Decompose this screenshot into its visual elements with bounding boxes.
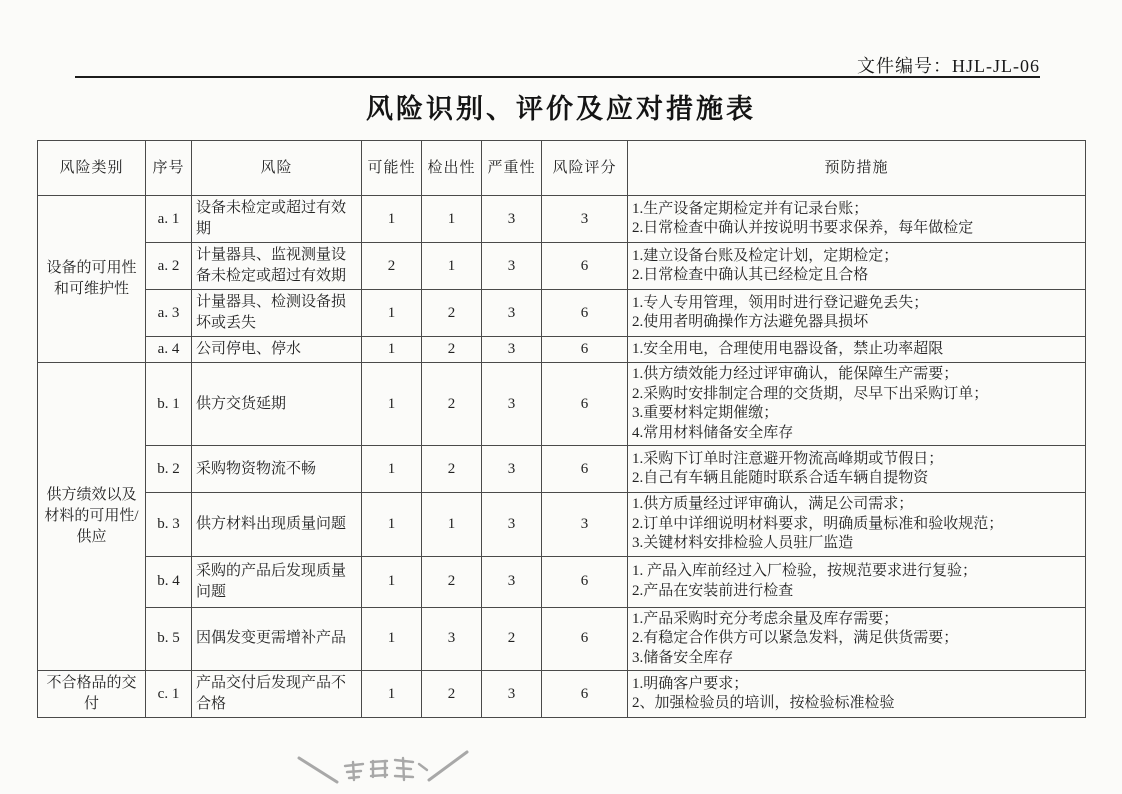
risk-table <box>37 140 1086 718</box>
severity-cell: 3 <box>482 446 542 493</box>
detectability-cell: 2 <box>422 363 482 446</box>
category-cell: 设备的可用性和可维护性 <box>38 196 146 363</box>
page-title: 风险识别、评价及应对措施表 <box>366 94 756 124</box>
row-id: c. 1 <box>146 671 192 718</box>
measures-cell <box>628 290 1086 337</box>
possibility-cell: 2 <box>362 243 422 290</box>
category-cell: 供方绩效以及材料的可用性/供应 <box>38 363 146 671</box>
score-cell: 6 <box>542 243 628 290</box>
severity-cell: 3 <box>482 337 542 363</box>
possibility-cell: 1 <box>362 290 422 337</box>
detectability-cell: 1 <box>422 196 482 243</box>
severity-cell: 3 <box>482 493 542 557</box>
row-id: a. 1 <box>146 196 192 243</box>
category-cell: 不合格品的交付 <box>38 671 146 718</box>
detectability-cell: 2 <box>422 446 482 493</box>
row-id: b. 3 <box>146 493 192 557</box>
risk-cell: 因偶发变更需增补产品 <box>192 607 362 671</box>
measure-line: 2.自己有车辆且能随时联系合适车辆自提物资 <box>632 470 929 486</box>
score-cell: 6 <box>542 446 628 493</box>
measure-line: 1.生产设备定期检定并有记录台账； <box>632 200 869 217</box>
severity-cell: 3 <box>482 290 542 337</box>
row-id: b. 4 <box>146 556 192 607</box>
measure-line: 2、加强检验员的培训，按检验标准检验 <box>632 695 895 711</box>
severity-cell: 2 <box>482 607 542 671</box>
table-row <box>38 671 1086 718</box>
measures-cell <box>628 363 1086 446</box>
risk-cell: 产品交付后发现产品不合格 <box>192 671 362 718</box>
score-cell: 6 <box>542 290 628 337</box>
measures-cell <box>628 493 1086 557</box>
risk-cell: 计量器具、检测设备损坏或丢失 <box>192 290 362 337</box>
score-cell: 3 <box>542 493 628 557</box>
table-row <box>38 363 1086 446</box>
measures-cell <box>628 607 1086 671</box>
measure-line: 2.有稳定合作供方可以紧急发料，满足供货需要； <box>632 630 959 646</box>
risk-cell: 供方材料出现质量问题 <box>192 493 362 557</box>
measure-line: 1.供方绩效能力经过评审确认，能保障生产需要； <box>632 366 959 382</box>
possibility-cell: 1 <box>362 556 422 607</box>
score-cell: 3 <box>542 196 628 243</box>
risk-cell: 公司停电、停水 <box>192 337 362 363</box>
doc-number: 文件编号：HJL-JL-06 <box>857 56 1040 76</box>
possibility-cell: 1 <box>362 196 422 243</box>
measure-line: 4.常用材料储备安全库存 <box>632 424 794 441</box>
measure-line: 2.使用者明确操作方法避免器具损坏 <box>632 314 869 330</box>
measure-line: 1.明确客户要求； <box>632 675 749 692</box>
detectability-cell: 3 <box>422 607 482 671</box>
measure-line: 1.建立设备台账及检定计划，定期检定； <box>632 247 899 264</box>
risk-cell: 计量器具、监视测量设备未检定或超过有效期 <box>192 243 362 290</box>
risk-cell: 采购的产品后发现质量问题 <box>192 556 362 607</box>
detectability-cell: 2 <box>422 290 482 337</box>
col-header-score: 风险评分 <box>542 141 628 196</box>
row-id: b. 2 <box>146 446 192 493</box>
stamp-fragment <box>293 744 473 792</box>
detectability-cell: 1 <box>422 243 482 290</box>
col-header-detectability: 检出性 <box>422 141 482 196</box>
score-cell: 6 <box>542 363 628 446</box>
col-header-category: 风险类别 <box>38 141 146 196</box>
measures-cell <box>628 243 1086 290</box>
risk-cell: 供方交货延期 <box>192 363 362 446</box>
col-header-risk: 风险 <box>192 141 362 196</box>
measure-line: 2.日常检查中确认并按说明书要求保养，每年做检定 <box>632 220 974 236</box>
measures-cell <box>628 337 1086 363</box>
measure-line: 2.订单中详细说明材料要求，明确质量标准和验收规范； <box>632 515 1004 532</box>
possibility-cell: 1 <box>362 337 422 363</box>
col-header-possibility: 可能性 <box>362 141 422 196</box>
measure-line: 3.重要材料定期催缴； <box>632 405 779 421</box>
measure-line: 3.储备安全库存 <box>632 649 734 666</box>
severity-cell: 3 <box>482 556 542 607</box>
col-header-measures: 预防措施 <box>628 141 1086 196</box>
measures-cell <box>628 671 1086 718</box>
table-row <box>38 196 1086 243</box>
table-row <box>38 493 1086 557</box>
row-id: a. 4 <box>146 337 192 363</box>
table-row <box>38 446 1086 493</box>
possibility-cell: 1 <box>362 671 422 718</box>
severity-cell: 3 <box>482 671 542 718</box>
measures-cell <box>628 196 1086 243</box>
severity-cell: 3 <box>482 196 542 243</box>
measure-line: 1.采购下订单时注意避开物流高峰期或节假日； <box>632 450 944 467</box>
possibility-cell: 1 <box>362 607 422 671</box>
possibility-cell: 1 <box>362 446 422 493</box>
score-cell: 6 <box>542 556 628 607</box>
row-id: b. 1 <box>146 363 192 446</box>
score-cell: 6 <box>542 671 628 718</box>
measure-line: 2.产品在安装前进行检查 <box>632 582 794 599</box>
table-row <box>38 243 1086 290</box>
measure-line: 2.采购时安排制定合理的交货期，尽早下出采购订单； <box>632 385 989 402</box>
detectability-cell: 1 <box>422 493 482 557</box>
table-row <box>38 337 1086 363</box>
measure-line: 1.产品采购时充分考虑余量及库存需要； <box>632 610 899 627</box>
measure-line: 1.专人专用管理，领用时进行登记避免丢失； <box>632 294 929 311</box>
measure-line: 1. 产品入库前经过入厂检验，按规范要求进行复验； <box>632 563 978 579</box>
row-id: a. 2 <box>146 243 192 290</box>
detectability-cell: 2 <box>422 671 482 718</box>
row-id: a. 3 <box>146 290 192 337</box>
score-cell: 6 <box>542 607 628 671</box>
table-header-row <box>38 141 1086 196</box>
severity-cell: 3 <box>482 363 542 446</box>
col-header-id: 序号 <box>146 141 192 196</box>
possibility-cell: 1 <box>362 493 422 557</box>
measure-line: 1.供方质量经过评审确认，满足公司需求； <box>632 496 914 512</box>
severity-cell: 3 <box>482 243 542 290</box>
header-rule <box>75 76 1040 78</box>
measures-cell <box>628 446 1086 493</box>
table-row <box>38 607 1086 671</box>
measure-line: 3.关键材料安排检验人员驻厂监造 <box>632 535 854 551</box>
risk-cell: 设备未检定或超过有效期 <box>192 196 362 243</box>
measures-cell <box>628 556 1086 607</box>
possibility-cell: 1 <box>362 363 422 446</box>
risk-cell: 采购物资物流不畅 <box>192 446 362 493</box>
score-cell: 6 <box>542 337 628 363</box>
measure-line: 2.日常检查中确认其已经检定且合格 <box>632 267 869 283</box>
table-row <box>38 290 1086 337</box>
detectability-cell: 2 <box>422 337 482 363</box>
measure-line: 1.安全用电，合理使用电器设备，禁止功率超限 <box>632 340 944 357</box>
table-row <box>38 556 1086 607</box>
row-id: b. 5 <box>146 607 192 671</box>
col-header-severity: 严重性 <box>482 141 542 196</box>
detectability-cell: 2 <box>422 556 482 607</box>
